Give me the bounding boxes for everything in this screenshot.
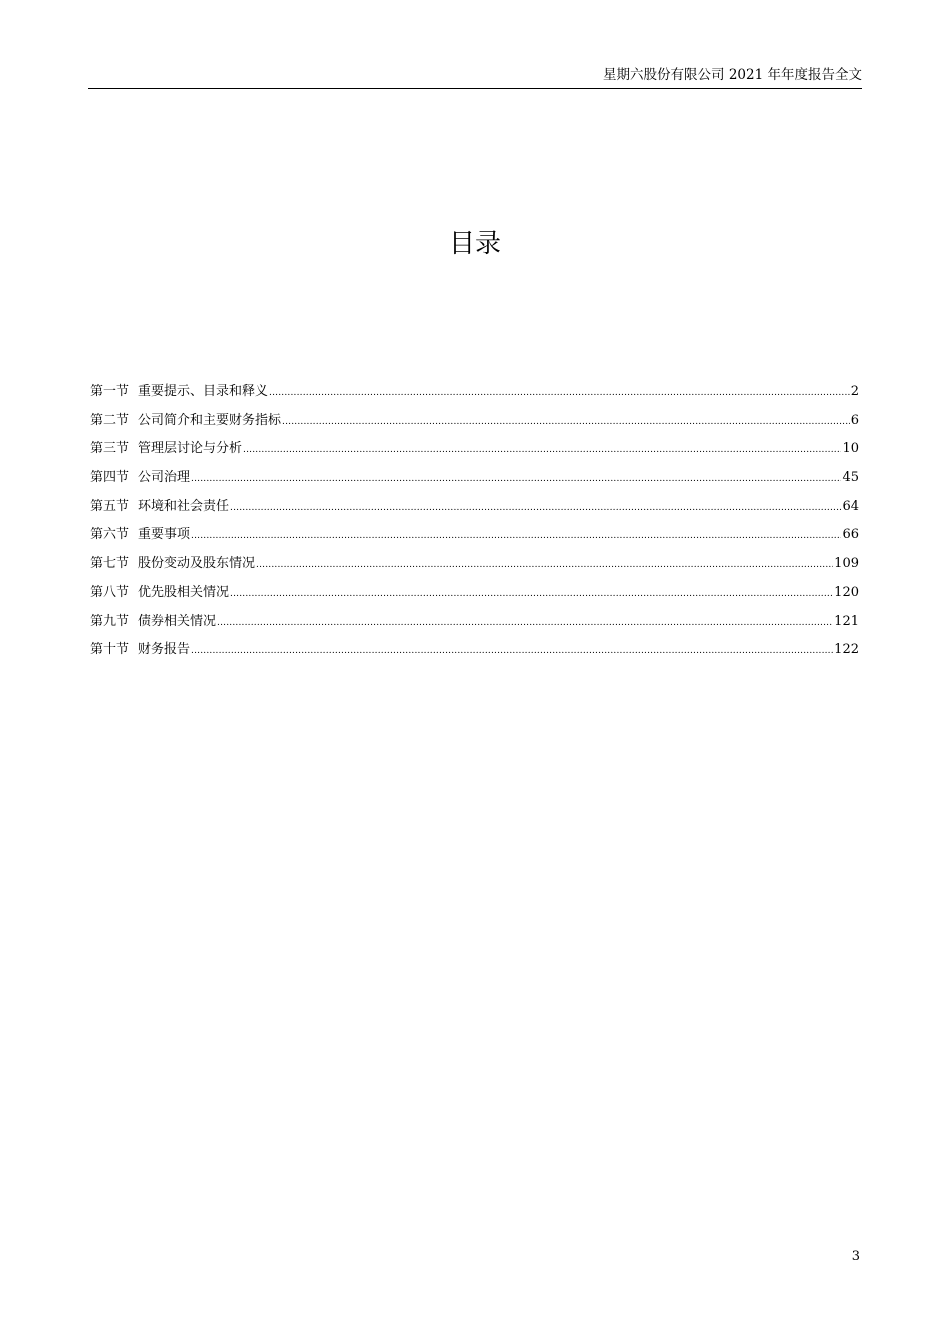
toc-entry[interactable] <box>90 468 859 497</box>
toc-section-number: 第七节 <box>90 556 130 572</box>
toc-leader-dots <box>217 613 833 633</box>
header-rule <box>88 88 862 89</box>
toc-section-title: 重要提示、目录和释义 <box>138 384 269 399</box>
toc-section-title: 优先股相关情况 <box>138 584 230 600</box>
toc-entry[interactable] <box>90 640 859 669</box>
toc-entry[interactable] <box>90 497 859 526</box>
toc-page-number: 2 <box>850 384 859 399</box>
toc-section-title: 债券相关情况 <box>138 613 217 629</box>
page-number: 3 <box>851 1249 860 1264</box>
toc-leader-dots <box>230 498 841 518</box>
toc-page-number: 6 <box>850 412 859 428</box>
toc-page-number: 10 <box>842 441 859 457</box>
toc-leader-dots <box>256 555 833 575</box>
toc-section-title: 股份变动及股东情况 <box>138 556 256 572</box>
toc-entry[interactable] <box>90 612 859 641</box>
toc-entry[interactable] <box>90 583 859 612</box>
toc-leader-dots <box>191 469 841 489</box>
toc-section-number: 第四节 <box>90 470 130 486</box>
toc-section-number: 第十节 <box>90 642 130 658</box>
toc-page-number: 64 <box>842 498 859 514</box>
toc-entry[interactable] <box>90 525 859 554</box>
toc-page-number: 66 <box>842 527 859 543</box>
toc-leader-dots <box>230 584 833 604</box>
toc-section-number: 第三节 <box>90 441 130 457</box>
toc-section-title: 公司治理 <box>138 470 191 486</box>
table-of-contents <box>90 382 859 669</box>
toc-section-number: 第二节 <box>90 412 130 428</box>
toc-leader-dots <box>191 641 833 661</box>
toc-section-title: 财务报告 <box>138 642 191 658</box>
toc-leader-dots <box>282 412 850 432</box>
toc-section-number: 第八节 <box>90 584 130 600</box>
toc-section-title: 管理层讨论与分析 <box>138 441 243 457</box>
toc-leader-dots <box>191 526 841 546</box>
toc-leader-dots <box>243 440 841 460</box>
toc-leader-dots <box>269 383 850 403</box>
toc-page-number: 121 <box>834 613 859 629</box>
toc-page-number: 120 <box>834 584 859 600</box>
toc-section-title: 重要事项 <box>138 527 191 543</box>
toc-section-number: 第六节 <box>90 527 130 543</box>
toc-section-title: 公司简介和主要财务指标 <box>138 412 282 428</box>
toc-entry[interactable] <box>90 411 859 440</box>
running-header: 星期六股份有限公司 2021 年年度报告全文 <box>603 67 862 83</box>
toc-section-number: 第五节 <box>90 498 130 514</box>
toc-section-number: 第九节 <box>90 613 130 629</box>
toc-entry[interactable] <box>90 554 859 583</box>
toc-page-number: 45 <box>842 470 859 486</box>
toc-title: 目录 <box>448 229 501 259</box>
toc-page-number: 109 <box>834 556 859 572</box>
toc-entry[interactable] <box>90 382 859 411</box>
toc-section-number: 第一节 <box>90 384 130 399</box>
toc-page-number: 122 <box>834 642 859 658</box>
toc-section-title: 环境和社会责任 <box>138 498 230 514</box>
toc-entry[interactable] <box>90 439 859 468</box>
